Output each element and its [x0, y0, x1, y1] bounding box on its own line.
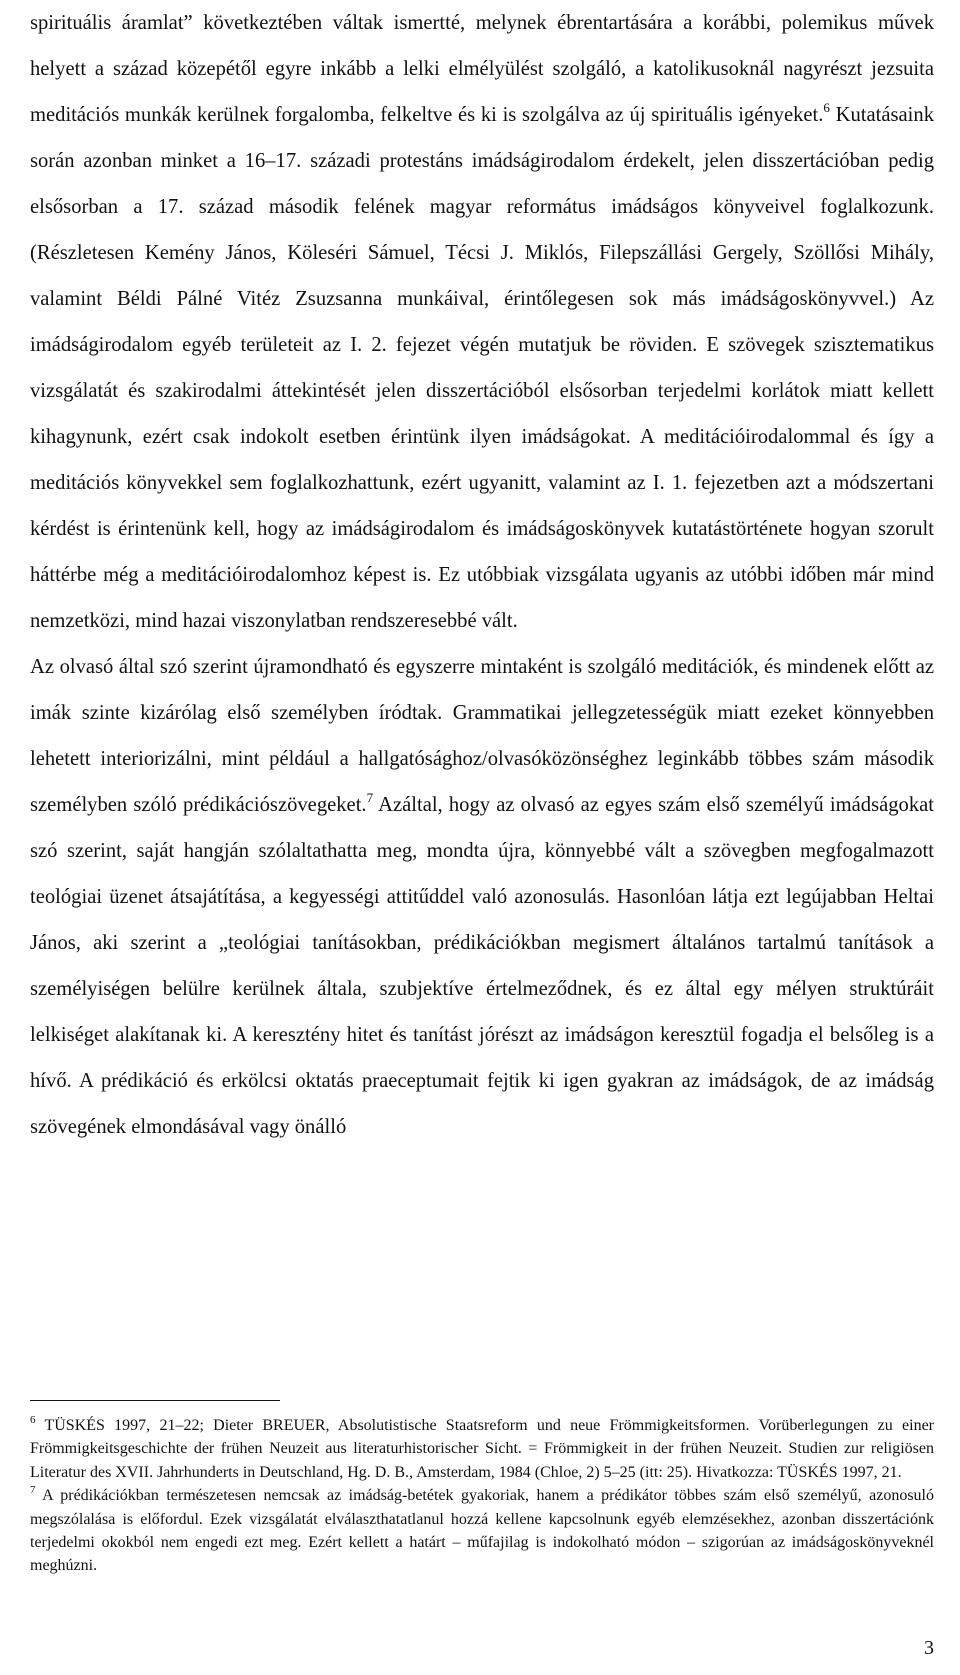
footnote-ref-6[interactable]: 6 — [823, 100, 830, 115]
text-run: spirituális áramlat” következtében váltak ismertté, melynek ébrentartására a korábbi, polemikus művek helyett a század közepétől egyre inkább a lelki elmélyülést szolgáló, a katolikusoknál nagyrészt jezsuita meditációs munkák kerülnek forgalomba, felkeltve és ki is szolgálva az új spirituális igényeket. — [30, 12, 934, 126]
footnote-text: TÜSKÉS 1997, 21–22; Dieter BREUER, Absolutistische Staatsreform und neue Frömmigkeitsformen. Vorüberlegungen zu einer Frömmigkeitsgeschichte der frühen Neuzeit aus literaturhistorischer Sicht. = Frömmigkeit in der frühen Neuzeit. Studien zur religiösen Literatur des XVII. Jahrhunderts in Deutschland, Hg. D. B., Amsterdam, 1984 (Chloe, 2) 5–25 (itt: 25). Hivatkozza: TÜSKÉS 1997, 21. — [30, 1417, 934, 1481]
body-paragraph — [30, 0, 934, 644]
text-run: Az olvasó által szó szerint újramondható és egyszerre mintaként is szolgáló meditációk, és mindenek előtt az imák szinte kizárólag első személyben íródtak. Grammatikai jellegzetességük miatt ezeket könnyebben lehetett interiorizálni, mint például a hallgatósághoz/olvasóközönséghez leginkább többes szám második személyben szóló prédikációszövegeket. — [30, 656, 934, 816]
footnote-number: 6 — [30, 1414, 36, 1426]
footnote-ref-7[interactable]: 7 — [366, 790, 374, 805]
footnote-6 — [30, 1414, 934, 1484]
footnote-7 — [30, 1484, 934, 1578]
footnote-number: 7 — [30, 1484, 36, 1497]
footnote-divider — [30, 1400, 280, 1401]
page-number: 3 — [924, 1637, 934, 1659]
text-run: Azáltal, hogy az olvasó az egyes szám első személyű imádságokat szó szerint, saját hangján szólaltathatta meg, mondta újra, könnyebbé vált a szövegben megfogalmazott teológiai üzenet átsajátítása, a kegyességi attitűddel való azonosulás. Hasonlóan látja ezt legújabban Heltai János, aki szerint a „teológiai tanításokban, prédikációkban megismert általános tartalmú tanítások a személyiségen belülre kerülnek általa, szubjektíve értelmeződnek, és ez által egy mélyen struktúráit lelkiséget alakítanak ki. A keresztény hitet és tanítást jórészt az imádságon keresztül fogadja el belsőleg is a hívő. A prédikáció és erkölcsi oktatás praeceptumait fejtik ki igen gyakran az imádságok, de az imádság szövegének elmondásával vagy önálló — [30, 794, 934, 1138]
footnotes — [30, 1414, 934, 1578]
text-run: Kutatásaink során azonban minket a 16–17. századi protestáns imádságirodalom érdekelt, jelen disszertációban pedig elsősorban a 17. század második felének magyar református imádságos könyveivel foglalkozunk. (Részletesen Kemény János, Köleséri Sámuel, Técsi J. Miklós, Filepszállási Gergely, Szöllősi Mihály, valamint Béldi Pálné Vitéz Zsuzsanna munkáival, érintőlegesen sok más imádságoskönyvvel.) Az imádságirodalom egyéb területeit az I. 2. fejezet végén mutatjuk be röviden. E szövegek szisztematikus vizsgálatát és szakirodalmi áttekintését jelen disszertációból elsősorban terjedelmi korlátok miatt kellett kihagynunk, ezért csak indokolt esetben érintünk ilyen imádságokat. A meditációirodalommal és így a meditációs könyvekkel sem foglalkozhattunk, ezért ugyanitt, valamint az I. 1. fejezetben azt a módszertani kérdést is érintenünk kell, hogy az imádságirodalom és imádságoskönyvek kutatástörténete hogyan szorult háttérbe még a meditációirodalomhoz képest is. Ez utóbbiak vizsgálata ugyanis az utóbbi időben már mind nemzetközi, mind hazai viszonylatban rendszeresebbé vált. — [30, 104, 934, 632]
footnote-text: A prédikációkban természetesen nemcsak az imádság-betétek gyakoriak, hanem a prédikátor többes szám első személyű, azonosuló megszólalása is előfordul. Ezek vizsgálatát elválaszthatatlanul hozzá kellene kapcsolnunk egyéb elemzésekhez, azonban disszertációnk terjedelmi okokból nem engedi ezt meg. Ezért kellett a határt – műfajilag is indokolható módon – szigorúan az imádságoskönyveknél meghúzni. — [30, 1487, 934, 1575]
body-paragraph — [30, 644, 934, 1150]
body-text — [30, 0, 934, 1150]
